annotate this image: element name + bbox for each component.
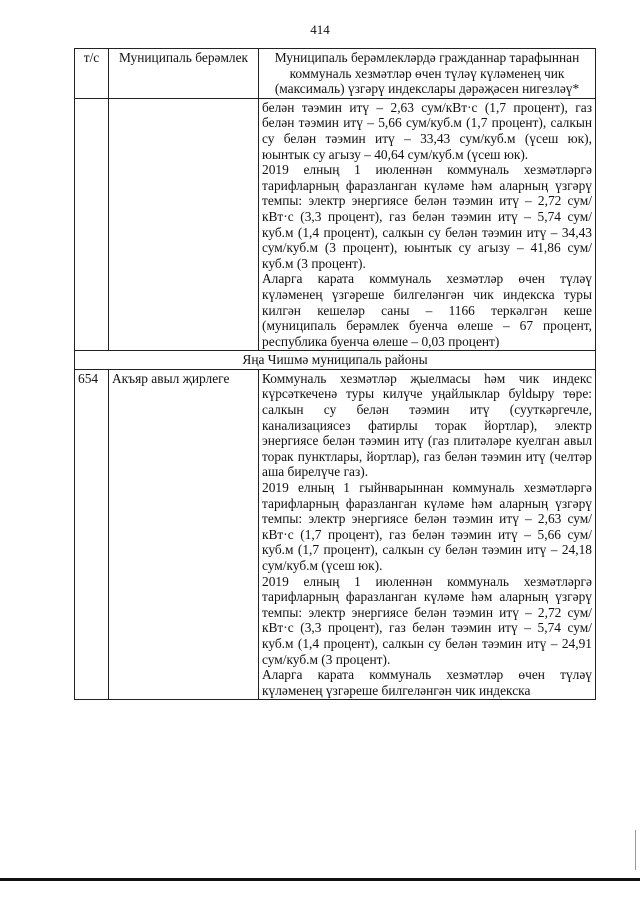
paragraph: белән тәэмин итү – 2,63 сум/кВт·с (1,7 процент), газ белән тәэмин итү – 5,66 сум/куб.м (1,7 процент), салкын су белән тәэмин итү – 33,43 сум/куб.м (үсеш юк), юынтык су агызу – 40,64 сум/куб.м (үсеш юк). <box>262 99 592 162</box>
table-row-654 <box>75 369 596 699</box>
cell-number-empty <box>75 98 109 351</box>
data-table <box>74 48 596 700</box>
scan-bottom-border <box>0 878 640 881</box>
paragraph: Аларга карата коммуналь хезмәтләр өчен түләү күләменең үзгәреше билгеләнгән чик индекска туры килгән кешеләр саны – 1166 теркәлгән кеше (муниципаль берәмлек буенча өлеше – 67 процент, республика буенча өлеше – 0,03 процент) <box>262 271 592 349</box>
header-number: т/с <box>75 49 109 99</box>
header-municipality: Муниципаль берәмлек <box>109 49 259 99</box>
cell-name-empty <box>109 98 259 351</box>
municipality-name: Акъяр авыл җирлеге <box>109 369 259 699</box>
district-title: Яңа Чишмә муниципаль районы <box>75 351 596 370</box>
paragraph: 2019 елның 1 гыйнварыннан коммуналь хезмәтләргә тарифларның фаразланган күләме һәм аларның үзгәрү темпы: электр энергиясе белән тәэмин итү – 2,63 сум/кВт·с (1,7 процент), газ белән тәэмин итү – 5,66 сум/куб.м (1,7 процент), салкын су белән тәэмин итү – 24,18 сум/куб.м (үсеш юк). <box>262 480 592 573</box>
row-number: 654 <box>75 369 109 699</box>
paragraph: Аларга карата коммуналь хезмәтләр өчен түләү күләменең үзгәреше билгеләнгән чик индекска <box>262 667 592 698</box>
cell-justification <box>259 369 596 699</box>
cell-justification-continued <box>259 98 596 351</box>
table-header-row <box>75 49 596 99</box>
table-row-continued <box>75 98 596 351</box>
paragraph: Коммуналь хезмәтләр җыелмасы һәм чик индекс күрсәткеченә туры килүче уңайлыклар буldыру төре: салкын су белән тәэмин итү (сууткәргечле, канализациясез фатирлы торак йортлар), электр энергиясе белән тәэмин итү (газ плитәләре куелган авыл торак пунктлары, йортлар), газ белән тәэмин итү (челтәр аша бирелүче газ). <box>262 370 592 480</box>
header-justification: Муниципаль берәмлекләрдә гражданнар тарафыннан коммуналь хезмәтләр өчен түләү күләменең чик (максималь) үзгәрү индекслары дәрәҗәсен нигезләү* <box>259 49 596 99</box>
scan-edge-mark <box>635 830 636 870</box>
district-row <box>75 351 596 370</box>
paragraph: 2019 елның 1 июленнән коммуналь хезмәтләргә тарифларның фаразланган күләме һәм аларның үзгәрү темпы: электр энергиясе белән тәэмин итү – 2,72 сум/кВт·с (3,3 процент), газ белән тәэмин итү – 5,74 сум/куб.м (1,4 процент), салкын су белән тәэмин итү – 34,43 сум/куб.м (3 процент), юынтык су агызу – 41,86 сум/куб.м (3 процент). <box>262 162 592 271</box>
paragraph: 2019 елның 1 июленнән коммуналь хезмәтләргә тарифларның фаразланган күләме һәм аларның үзгәрү темпы: электр энергиясе белән тәэмин итү – 2,72 сум/кВт·с (3,3 процент), газ белән тәэмин итү – 5,74 сум/куб.м (1,4 процент), салкын су белән тәэмин итү – 24,91 сум/куб.м (3 процент). <box>262 573 592 667</box>
page-number: 414 <box>310 22 330 37</box>
